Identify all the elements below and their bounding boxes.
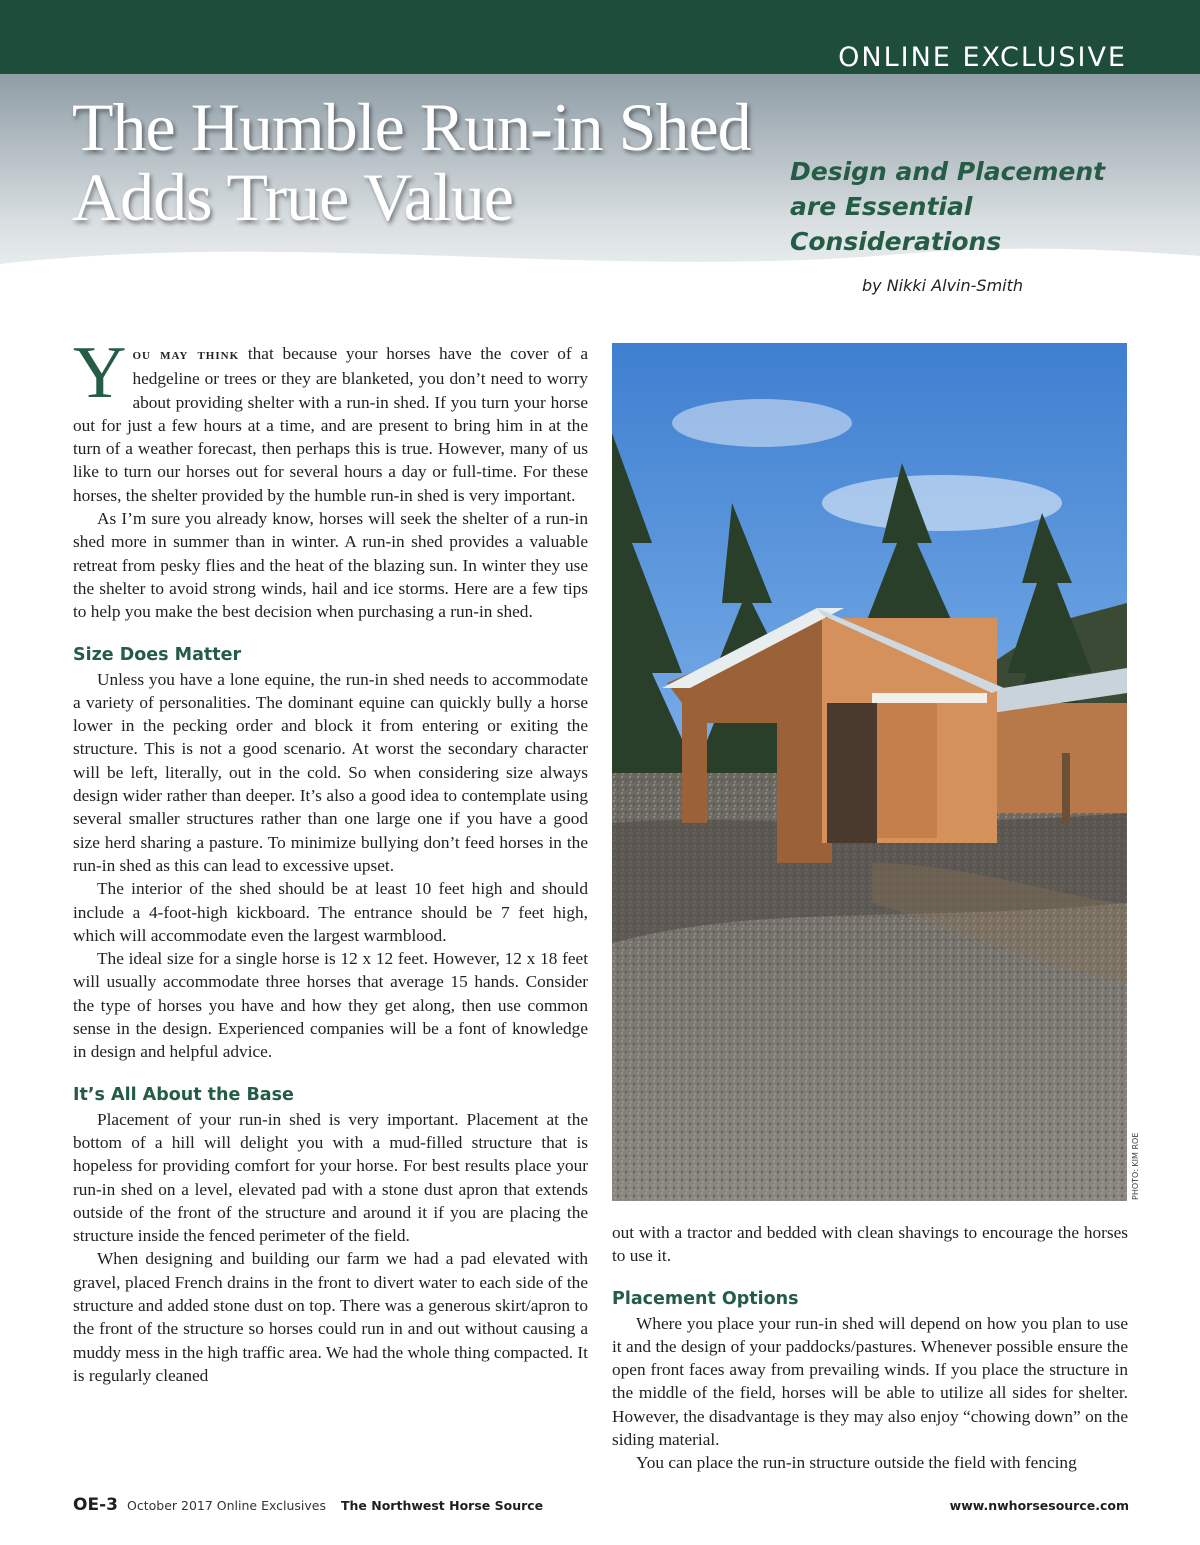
body-paragraph: As I’m sure you already know, horses will seek the shelter of a run-in shed more in summer than in winter. A run-in shed provides a valuable retreat from pesky flies and the heat of the blazing sun. In winter they use the shelter to avoid strong winds, hail and ice storms. Here are a few tips to help you make the best decision when purchasing a run-in shed. (73, 509, 588, 622)
page-footer (73, 1495, 1129, 1517)
body-paragraph-continued: out with a tractor and bedded with clean shavings to encourage the horses to use it. (612, 1223, 1128, 1266)
subheading-placement: Placement Options (612, 1288, 799, 1309)
page-number: OE-3 (73, 1495, 118, 1515)
article-title (72, 89, 792, 235)
section-label: ONLINE EXCLUSIVE (838, 42, 1127, 73)
body-paragraph: Unless you have a lone equine, the run-in shed needs to accommodate a variety of personalities. The dominant equine can quickly bully a horse lower in the pecking order and block it from entering or exiting the structure. This is not a good scenario. At worst the secondary character will be left, literally, out in the cold. So when considering size always design wider rather than deeper. It’s also a good idea to contemplate using several smaller structures rather than one large one if you have a good size herd sharing a pasture. To minimize bullying don’t feed horses in the run-in shed as this can lead to excessive upset. (73, 669, 588, 875)
drop-cap: Y (73, 332, 127, 414)
left-column (73, 332, 588, 1387)
title-line-1: The Humble Run-in Shed (72, 89, 751, 165)
subheading-base: It’s All About the Base (73, 1084, 294, 1105)
body-paragraph: Where you place your run-in shed will depend on how you plan to use it and the design of your paddocks/pastures. Whenever possible ensure the open front faces away from prevailing winds. If you place the structure in the middle of the field, horses will be able to utilize all sides for shelter. However, the disadvantage is they may also enjoy “chowing down” on the siding material. (612, 1313, 1128, 1450)
subheading-size: Size Does Matter (73, 644, 242, 665)
publication-name: The Northwest Horse Source (341, 1498, 544, 1513)
intro-paragraph (73, 332, 588, 507)
body-paragraph: The ideal size for a single horse is 12 x 12 feet. However, 12 x 18 feet will usually accommodate three horses that average 15 hands. Consider the type of horses you have and how they get along, then use common sense in the design. Experienced companies will be a font of knowledge in design and helpful advice. (73, 949, 588, 1062)
byline: by Nikki Alvin-Smith (862, 276, 1024, 295)
title-line-2: Adds True Value (72, 159, 513, 235)
photo-illustration (612, 343, 1127, 1201)
body-paragraph: The interior of the shed should be at least 10 feet high and should include a 4-foot-high kickboard. The entrance should be 7 feet high, which will accommodate even the largest warmblood. (73, 879, 588, 945)
issue-label: October 2017 Online Exclusives (127, 1498, 327, 1513)
right-column (612, 1221, 1128, 1475)
body-paragraph: Placement of your run-in shed is very important. Placement at the bottom of a hill will delight you with a mud-filled structure that is hopeless for providing comfort for your horse. For best results place your run-in shed on a level, elevated pad with a stone dust apron that extends outside of the front of the structure and around it if you are placing the structure inside the fenced perimeter of the field. (73, 1109, 588, 1246)
body-paragraph: When designing and building our farm we had a pad elevated with gravel, placed French drains in the front to divert water to each side of the structure and added stone dust on top. There was a generous skirt/apron to the front of the structure so horses could run in and out without causing a muddy mess in the high traffic area. We had the whole thing compacted. It is regularly cleaned (73, 1249, 588, 1385)
lead-in: ou may think (132, 347, 240, 363)
photo-credit: PHOTO: KIM ROE (1131, 1132, 1140, 1200)
run-in-shed-photo (612, 343, 1127, 1201)
article-subtitle: Design and Placement are Essential Considerations (790, 157, 1106, 256)
body-paragraph: You can place the run-in structure outside the field with fencing (636, 1453, 1077, 1473)
website-url[interactable]: www.nwhorsesource.com (949, 1498, 1129, 1513)
intro-text: that because your horses have the cover of a hedgeline or trees or they are blanketed, you don’t need to worry about providing shelter with a run-in shed. If you turn your horse out for just a few hours at a time, and are present to bring him in at the turn of a weather forecast, then perhaps this is true. However, many of us like to turn our horses out for several hours a day or full-time. For these horses, the shelter provided by the humble run-in shed is very important. (73, 344, 588, 505)
